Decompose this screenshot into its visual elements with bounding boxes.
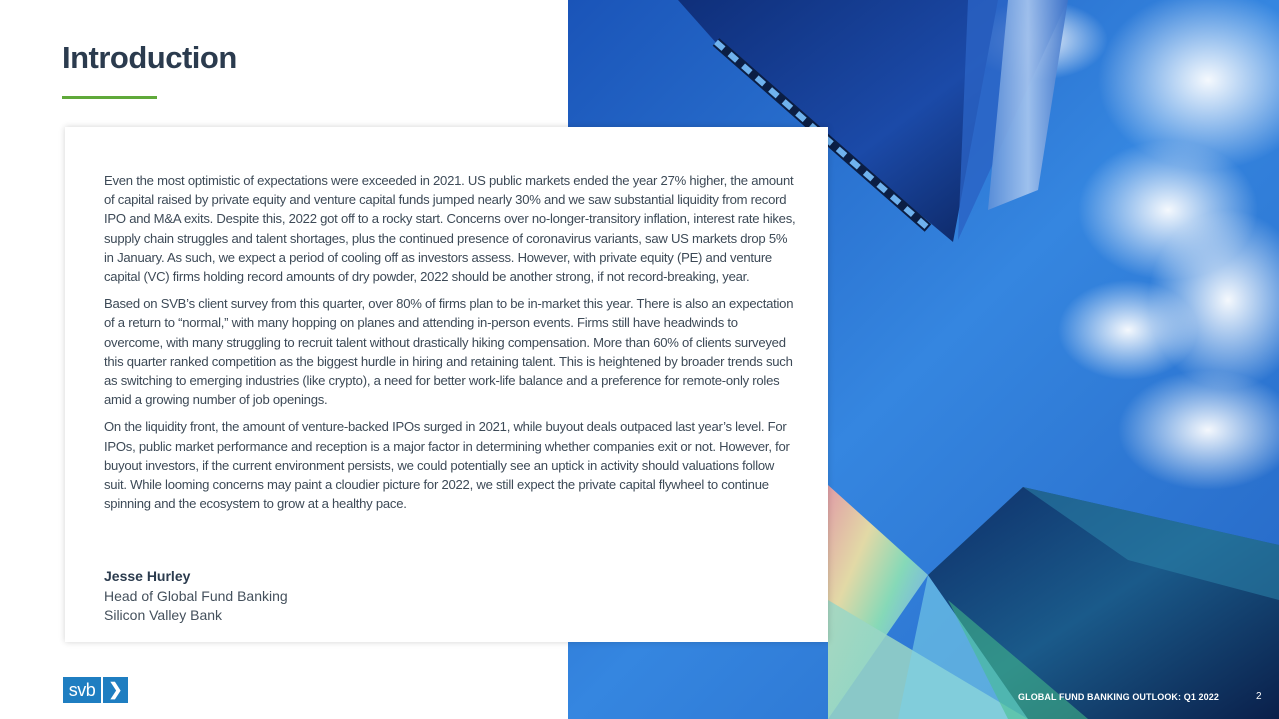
title-underline (62, 96, 157, 99)
signature-name: Jesse Hurley (104, 568, 191, 584)
signature-role: Head of Global Fund Banking (104, 587, 288, 604)
intro-card (65, 127, 828, 642)
paragraph-1: Even the most optimistic of expectations were exceeded in 2021. US public markets ended the year 27% higher, the amount of capital raised by private equity and venture capital funds jumped nearly 30% and we saw substantial liquidity from record IPO and M&A exits. Despite this, 2022 got off to a rocky start. Concerns over no-longer-transitory inflation, interest rate hikes, supply chain struggles and talent shortages, plus the continued presence of coronavirus variants, saw US markets drop 5% in January. As such, we expect a period of cooling off as investors assess. However, with private equity (PE) and venture capital (VC) firms holding record amounts of dry powder, 2022 should be another strong, if not record-breaking, year. (104, 173, 796, 285)
paragraph-3: On the liquidity front, the amount of venture-backed IPOs surged in 2021, while buyout deals outpaced last year’s level. For IPOs, public market performance and reception is a major factor in determining whether companies exit or not. However, for buyout investors, if the current environment persists, we could potentially see an uptick in activity should valuations follow suit. While looming concerns may paint a cloudier picture for 2022, we still expect the private capital flywheel to continue spinning and the ecosystem to grow at a healthy pace. (104, 419, 790, 512)
page-number: 2 (1256, 691, 1262, 702)
svb-logo (63, 677, 128, 703)
chevron-right-icon: ❯ (103, 677, 128, 703)
logo-wordmark: svb (63, 677, 101, 703)
footer-label: GLOBAL FUND BANKING OUTLOOK: Q1 2022 (1018, 692, 1219, 702)
signature-block (104, 567, 288, 626)
paragraph-2: Based on SVB’s client survey from this quarter, over 80% of firms plan to be in-market this year. There is also an expectation of a return to “normal,” with many hopping on planes and attending in-person events. Firms still have headwinds to overcome, with many struggling to recruit talent without drastically hiking compensation. More than 60% of clients surveyed this quarter ranked competition as the biggest hurdle in hiring and retaining talent. This is heightened by broader trends such as switching to emerging industries (like crypto), a need for better work-life balance and a preference for remote-only roles amid a growing number of job openings. (104, 296, 794, 408)
page-title: Introduction (62, 40, 237, 75)
signature-company: Silicon Valley Bank (104, 607, 223, 623)
